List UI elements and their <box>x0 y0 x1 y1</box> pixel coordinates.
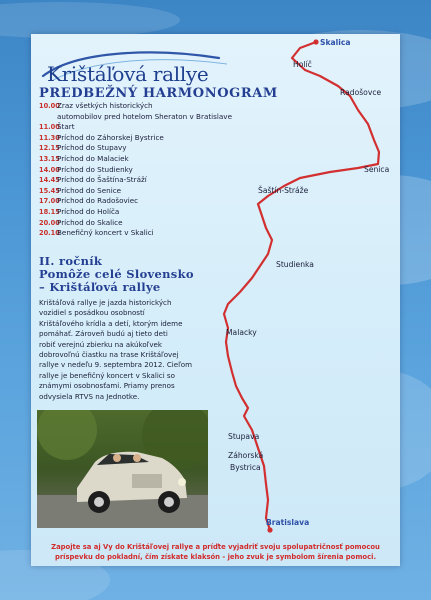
paragraph-line: odvysiela RTVS na Jednotke. <box>39 391 140 401</box>
schedule-time: 18.15 <box>39 207 60 216</box>
schedule-heading: PREDBEŽNÝ HARMONOGRAM <box>39 86 278 101</box>
schedule-time: 13.15 <box>39 154 60 163</box>
schedule-time: 15.45 <box>39 186 60 195</box>
schedule-time: 10.00 <box>39 102 60 110</box>
paragraph-line: rallye v nedeľu 9. septembra 2012. Cieľom <box>39 360 193 370</box>
rocnik-line-1: II. ročník <box>39 254 103 268</box>
rocnik-line-2: Pomôže celé Slovensko <box>39 267 194 281</box>
schedule-text: Príchod do Malaciek <box>57 153 129 163</box>
town-zahorska: Záhorská <box>228 451 264 460</box>
town-skalica: Skalica <box>320 38 351 47</box>
town-radosovce: Radošovce <box>340 88 382 97</box>
skalica-marker <box>313 39 318 44</box>
logo-title: Krištáľová rallye <box>47 62 209 86</box>
footer-line-2: príspevku do pokladní, čím získate klaksón - jeho zvuk je symbolom šírenia pomoci. <box>54 553 377 561</box>
paragraph-line: pomáhať. Zároveň budú aj tieto deti <box>39 329 168 339</box>
schedule-text: Príchod do Skalice <box>57 217 123 227</box>
paragraph-line: Krištáľového krídla a detí, ktorým ideme <box>39 318 183 328</box>
schedule-text: Príchod do Stupavy <box>57 143 127 153</box>
paragraph-line: vozidiel s posádkou osobností <box>39 308 145 318</box>
town-bratislava: Bratislava <box>266 518 310 527</box>
schedule-time: 14.45 <box>39 176 60 185</box>
schedule-time: 12.15 <box>39 144 60 153</box>
schedule-text: Benefičný koncert v Skalici <box>57 228 154 238</box>
town-studienka: Studienka <box>276 260 314 269</box>
schedule-time: 11.30 <box>39 133 60 142</box>
town-bystrica: Bystrica <box>230 463 261 472</box>
schedule-text: Príchod do Šaštína-Stráží <box>57 175 147 185</box>
paragraph-line: rallye je benefičný koncert v Skalici so <box>39 370 175 380</box>
town-stupava: Stupava <box>228 432 260 441</box>
schedule-text: Zraz všetkých historických <box>57 101 153 110</box>
schedule-text: Príchod do Holíča <box>57 206 120 216</box>
schedule-text: Príchod do Radošoviec <box>57 196 139 206</box>
paragraph-line: Krištáľová rallye je jazda historických <box>39 298 172 307</box>
paragraph-line: známymi osobnosťami. Priamy prenos <box>39 381 175 391</box>
footer-line-1: Zapojte sa aj Vy do Krištáľovej rallye a príďte vyjadriť svoju spolupatričnosť pomocou <box>51 543 380 551</box>
schedule-time: 14.00 <box>39 165 60 174</box>
paragraph-line: robiť verejnú zbierku na akúkoľvek <box>39 339 162 349</box>
schedule-time: 17.00 <box>39 197 60 206</box>
town-malacky: Malacky <box>226 328 257 337</box>
schedule-text: Štart <box>57 122 75 132</box>
town-holic: Holíč <box>293 60 312 69</box>
schedule-time: 20.00 <box>39 218 60 227</box>
schedule-text: automobilov pred hotelom Sheraton v Bratislave <box>57 111 232 121</box>
schedule-text: Príchod do Senice <box>57 185 122 195</box>
schedule-time: 11.00 <box>39 123 60 132</box>
rocnik-line-3: – Krištáľová rallye <box>39 280 161 294</box>
schedule-time: 20.10 <box>39 229 60 238</box>
town-senica: Senica <box>364 165 390 174</box>
town-sastin: Šaštín-Stráže <box>258 186 309 195</box>
paragraph-line: dobrovoľnú čiastku na trase Krištáľovej <box>39 350 179 360</box>
schedule-text: Príchod do Záhorskej Bystrice <box>57 132 164 142</box>
schedule-text: Príchod do Studienky <box>57 164 133 174</box>
bratislava-marker <box>267 527 272 532</box>
